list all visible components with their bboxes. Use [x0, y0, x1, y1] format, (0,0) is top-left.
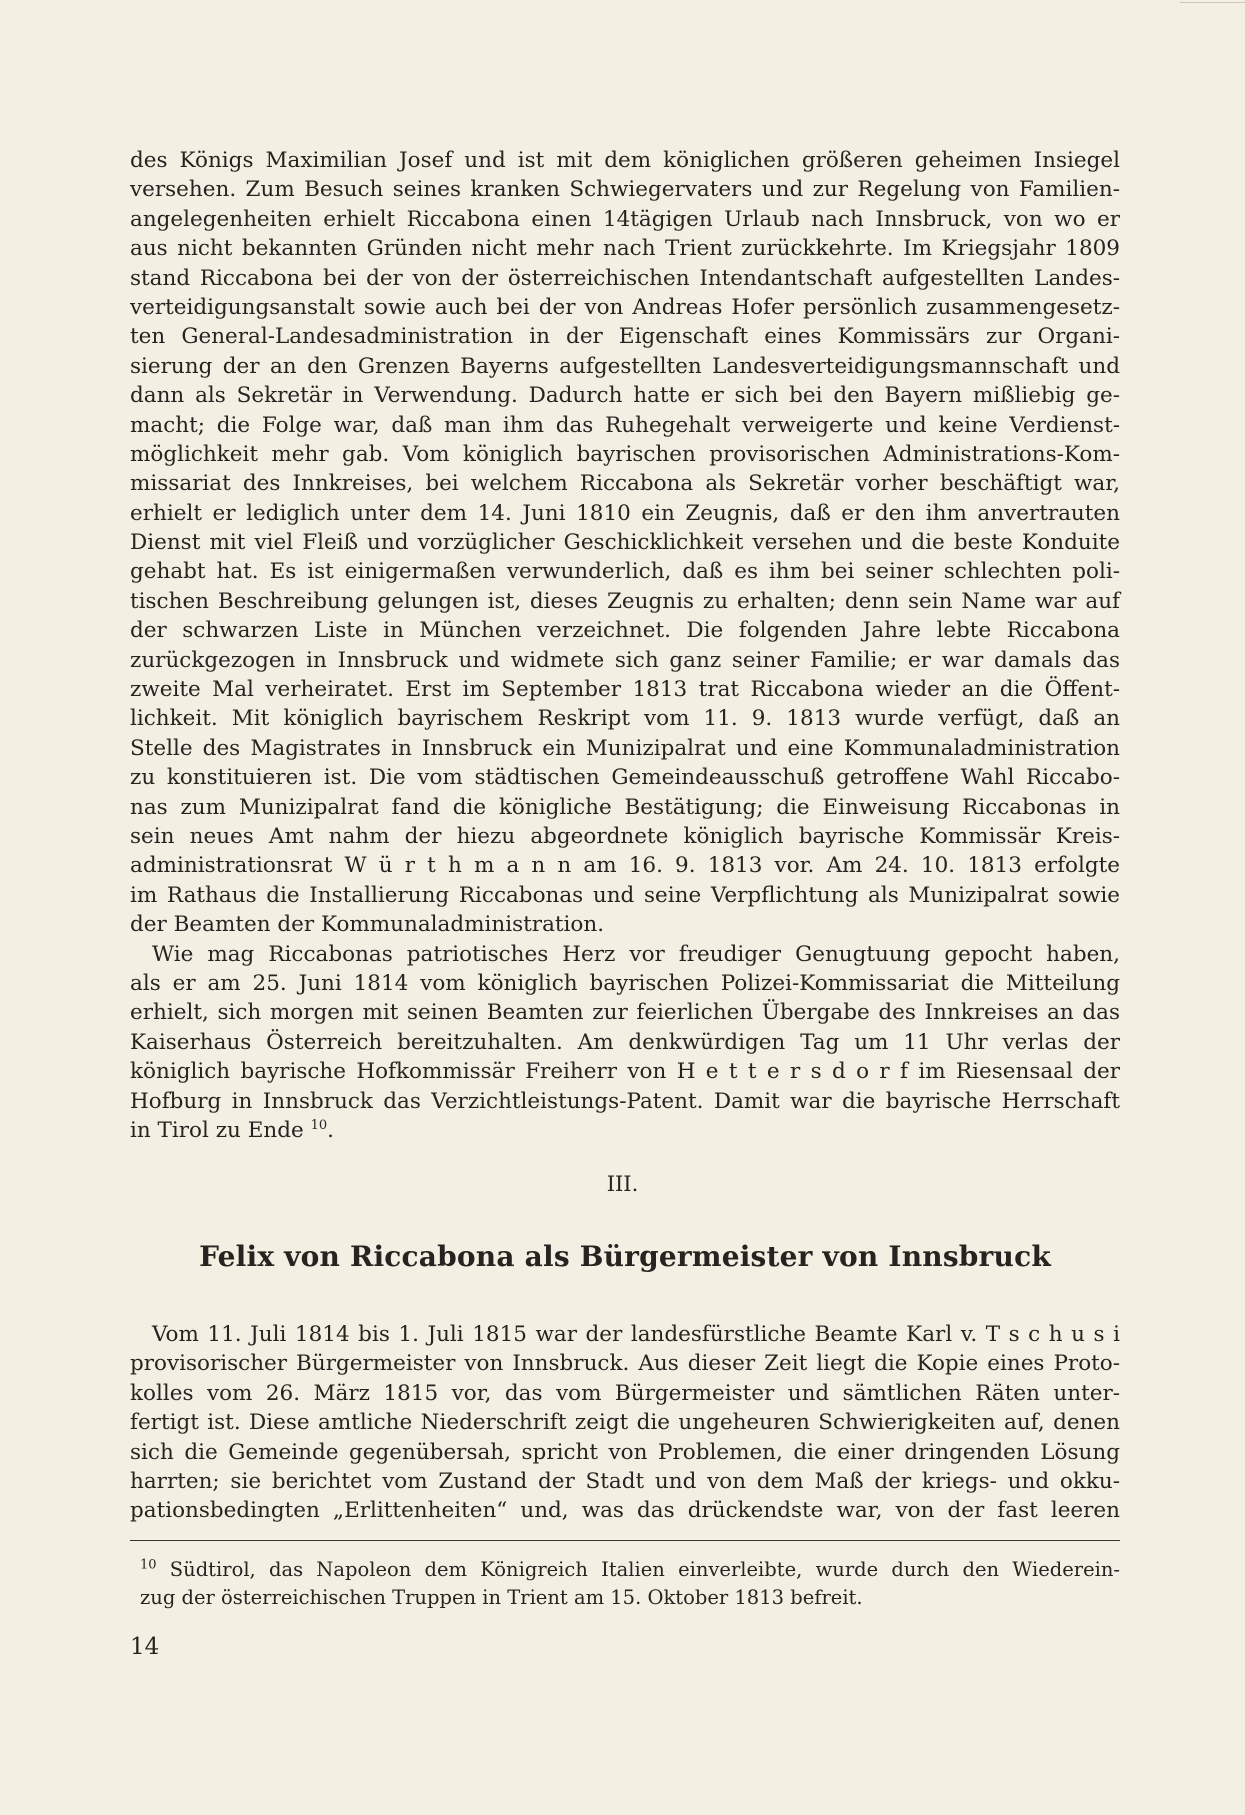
text-line: dann als Sekretär in Verwendung. Dadurch hatte er sich bei den Bayern mißliebig ge- — [130, 383, 1120, 409]
text-line — [130, 1116, 1120, 1145]
text-line: ten General-Landesadministration in der Eigenschaft eines Kommissärs zur Organi- — [130, 324, 1120, 350]
text-line: pationsbedingten „Erlittenheiten“ und, was das drückendste war, von der fast leeren — [130, 1498, 1120, 1524]
text-line: Wie mag Riccabonas patriotisches Herz vor freudiger Genugtuung gepocht haben, — [152, 941, 1120, 967]
text-line: zu konstituieren ist. Die vom städtischen Gemeindeausschuß getroffene Wahl Riccabo- — [130, 765, 1120, 791]
text-line: Hofburg in Innsbruck das Verzichtleistungs-Patent. Damit war die bayrische Herrschaft — [130, 1088, 1120, 1114]
paragraph-3 — [130, 1320, 1120, 1526]
scan-edge-line — [1180, 2, 1245, 3]
text-line: Stelle des Magistrates in Innsbruck ein Munizipalrat und eine Kommunaladministration — [130, 735, 1120, 761]
text-line: harrten; sie berichtet vom Zustand der Stadt und von dem Maß der kriegs- und okku- — [130, 1468, 1120, 1494]
section-heading: Felix von Riccabona als Bürgermeister von Innsbruck — [199, 1240, 1051, 1273]
text-line: nas zum Munizipalrat fand die königliche Bestätigung; die Einweisung Riccabonas in — [130, 794, 1120, 820]
paragraph-1 — [130, 146, 1120, 1145]
footnote-line: zug der österreichischen Truppen in Trient am 15. Oktober 1813 befreit. — [140, 1586, 863, 1609]
text-line: Dienst mit viel Fleiß und vorzüglicher Geschicklichkeit versehen und die beste Konduite — [130, 530, 1120, 556]
footnote-divider — [130, 1540, 1120, 1541]
text-line: stand Riccabona bei der von der österreichischen Intendantschaft aufgestellten Landes- — [130, 265, 1120, 291]
text-line: angelegenheiten erhielt Riccabona einen 14tägigen Urlaub nach Innsbruck, von wo er — [130, 206, 1120, 232]
text-line: aus nicht bekannten Gründen nicht mehr nach Trient zurückkehrte. Im Kriegsjahr 1809 — [130, 236, 1120, 262]
text-line: versehen. Zum Besuch seines kranken Schwiegervaters und zur Regelung von Familien- — [130, 177, 1120, 203]
section-number: III. — [606, 1172, 639, 1196]
text-line: lichkeit. Mit königlich bayrischem Reskript vom 11. 9. 1813 wurde verfügt, daß an — [130, 706, 1120, 732]
text-line: des Königs Maximilian Josef und ist mit dem königlichen größeren geheimen Insiegel — [130, 148, 1120, 173]
text-line: sein neues Amt nahm der hiezu abgeordnete königlich bayrische Kommissär Kreis- — [130, 823, 1120, 849]
text-line: möglichkeit mehr gab. Vom königlich bayrischen provisorischen Administrations-Kom- — [130, 441, 1120, 467]
text-line: zurückgezogen in Innsbruck und widmete sich ganz seiner Familie; er war damals das — [130, 647, 1120, 673]
footnote-reference: 10 — [310, 1117, 328, 1133]
text-line: erhielt, sich morgen mit seinen Beamten zur feierlichen Übergabe des Innkreises an das — [130, 1000, 1120, 1026]
text-line: der Beamten der Kommunaladministration. — [130, 912, 605, 938]
text-line: Kaiserhaus Österreich bereitzuhalten. Am denkwürdigen Tag um 11 Uhr verlas der — [130, 1029, 1120, 1055]
text-line: missariat des Innkreises, bei welchem Riccabona als Sekretär vorher beschäftigt war, — [130, 471, 1120, 497]
text-line: gehabt hat. Es ist einigermaßen verwunderlich, daß es ihm bei seiner schlechten poli- — [130, 559, 1120, 585]
footnote — [140, 1556, 1120, 1612]
text-line: als er am 25. Juni 1814 vom königlich bayrischen Polizei-Kommissariat die Mitteilung — [130, 970, 1120, 996]
text-fragment: . — [327, 1117, 334, 1143]
text-line: der schwarzen Liste in München verzeichnet. Die folgenden Jahre lebte Riccabona — [130, 618, 1120, 644]
text-line: sierung der an den Grenzen Bayerns aufgestellten Landesverteidigungsmannschaft und — [130, 353, 1120, 379]
text-line: verteidigungsanstalt sowie auch bei der von Andreas Hofer persönlich zusammengesetz- — [130, 294, 1120, 320]
text-line: kolles vom 26. März 1815 vor, das vom Bürgermeister und sämtlichen Räten unter- — [130, 1380, 1120, 1406]
page-number: 14 — [130, 1634, 160, 1660]
text-line: administrationsrat W ü r t h m a n n am 16. 9. 1813 vor. Am 24. 10. 1813 erfolgte — [130, 853, 1120, 879]
text-line: provisorischer Bürgermeister von Innsbruck. Aus dieser Zeit liegt die Kopie eines Proto- — [130, 1351, 1120, 1377]
text-line: im Rathaus die Installierung Riccabonas und seine Verpflichtung als Munizipalrat sowie — [130, 882, 1120, 908]
footnote-text: Südtirol, das Napoleon dem Königreich Italien einverleibte, wurde durch den Wiederein- — [169, 1558, 1121, 1581]
text-line: macht; die Folge war, daß man ihm das Ruhegehalt verweigerte und keine Verdienst- — [130, 412, 1120, 438]
text-line: Vom 11. Juli 1814 bis 1. Juli 1815 war der landesfürstliche Beamte Karl v. T s c h u s i — [152, 1322, 1120, 1347]
text-line: erhielt er lediglich unter dem 14. Juni 1810 ein Zeugnis, daß er den ihm anvertrauten — [130, 500, 1120, 526]
text-fragment: in Tirol zu Ende — [130, 1117, 304, 1143]
text-line: fertigt ist. Diese amtliche Niederschrift zeigt die ungeheuren Schwierigkeiten auf, denen — [130, 1410, 1120, 1436]
text-line: tischen Beschreibung gelungen ist, dieses Zeugnis zu erhalten; denn sein Name war auf — [130, 588, 1120, 614]
text-line: sich die Gemeinde gegenübersah, spricht von Problemen, die einer dringenden Lösung — [130, 1439, 1120, 1465]
text-line: königlich bayrische Hofkommissär Freiherr von H e t t e r s d o r f im Riesensaal der — [130, 1059, 1120, 1085]
text-line: zweite Mal verheiratet. Erst im September 1813 trat Riccabona wieder an die Öffent- — [130, 677, 1120, 703]
footnote-line — [140, 1556, 1120, 1584]
footnote-number: 10 — [140, 1557, 157, 1573]
